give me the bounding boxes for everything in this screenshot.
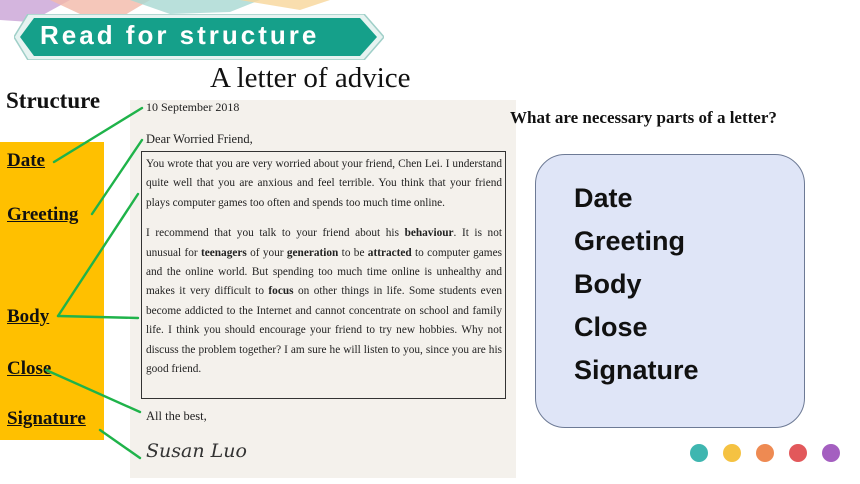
letter-greeting: Dear Worried Friend,	[146, 132, 253, 146]
structure-panel	[0, 142, 104, 440]
banner-title: Read for structure	[40, 20, 320, 50]
letter-close: All the best,	[146, 409, 207, 423]
letter-paragraph-1: You wrote that you are very worried about your friend, Chen Lei. I understand quite well that you are anxious and feel terrible. You think that your friend plays computer games too often and spends too much time online.	[146, 158, 502, 209]
decor-dot	[789, 444, 807, 462]
letter-title: A letter of advice	[210, 62, 411, 94]
answer-item-close: Close	[574, 312, 648, 342]
structure-heading: Structure	[6, 88, 101, 113]
letter-date: 10 September 2018	[146, 100, 240, 114]
letter-paragraph-2: I recommend that you talk to your friend about his behaviour. It is not unusual for teenagers of your generation to be attracted to computer games and the online world. But spending too much time online is unhealthy and makes it very difficult to focus on other things in life. Some students even become addicted to the Internet and cannot concentrate on school and family life. I think you should encourage your friend to try new hobbies. Why not discuss the problem together? I am sure he will listen to you, since you are his good friend.	[146, 227, 503, 376]
decor-dot	[822, 444, 840, 462]
label-body: Body	[7, 306, 50, 327]
letter-body	[141, 151, 506, 399]
label-close: Close	[7, 358, 52, 379]
answer-item-body: Body	[574, 269, 642, 299]
label-date: Date	[7, 150, 45, 171]
letter-signature: Susan Luo	[146, 440, 247, 462]
decor-dot	[756, 444, 774, 462]
decor-dot	[690, 444, 708, 462]
label-greeting: Greeting	[7, 204, 79, 225]
answer-item-date: Date	[574, 183, 633, 213]
answer-box	[535, 154, 805, 428]
answer-item-signature: Signature	[574, 355, 699, 385]
label-signature: Signature	[7, 408, 86, 429]
answer-item-greeting: Greeting	[574, 226, 686, 256]
question-text: What are necessary parts of a letter?	[510, 108, 777, 127]
decor-dot	[723, 444, 741, 462]
